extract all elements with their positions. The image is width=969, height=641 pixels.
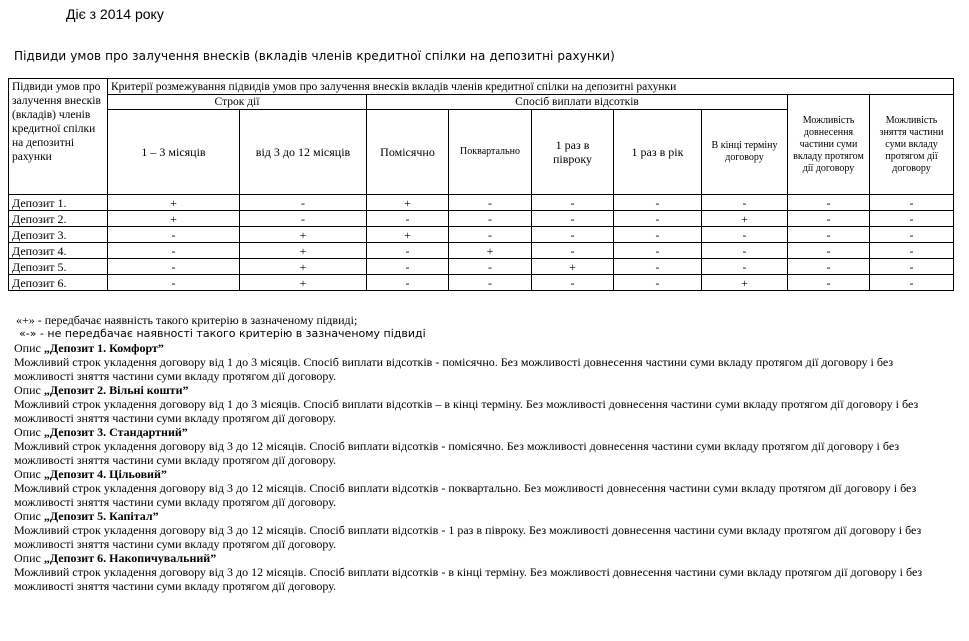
- table-cell: -: [870, 211, 954, 227]
- column-header: 1 раз в півроку: [532, 110, 614, 195]
- table-cell: -: [532, 275, 614, 291]
- table-cell: -: [449, 195, 532, 211]
- table-cell: +: [702, 211, 788, 227]
- table-cell: -: [367, 211, 449, 227]
- legend-plus: «+» - передбачає наявність такого критерію в зазначеному підвиді;: [16, 313, 358, 327]
- column-header: Помісячно: [367, 110, 449, 195]
- page-heading: Підвиди умов про залучення внесків (вкладів членів кредитної спілки на депозитні рахунки): [14, 49, 615, 63]
- column-header: Можливість зняття частини суми вкладу протягом дії договору: [870, 95, 954, 195]
- description-title: [14, 467, 954, 481]
- table-cell: -: [367, 275, 449, 291]
- table-row: [9, 259, 954, 275]
- table-row: [9, 227, 954, 243]
- payment-group-header: Спосіб виплати відсотків: [367, 95, 788, 110]
- description-name: „Депозит 4. Цільовий”: [43, 467, 167, 481]
- description-title: [14, 551, 954, 565]
- table-cell: -: [870, 275, 954, 291]
- description-text: Можливий строк укладення договору від 1 до 3 місяців. Спосіб виплати відсотків - помісячно. Без можливості довнесення частини суми вкладу протягом дії договору і без можливості зняття частини суми вкладу протягом дії договору.: [14, 355, 894, 383]
- table-cell: +: [240, 275, 367, 291]
- table-cell: -: [870, 259, 954, 275]
- criteria-header: Критерії розмежування підвидів умов про залучення внесків вкладів членів кредитної спілки на депозитні рахунки: [108, 79, 954, 95]
- table-cell: -: [449, 227, 532, 243]
- description-title: [14, 425, 954, 439]
- table-cell: -: [367, 259, 449, 275]
- table-cell: -: [788, 259, 870, 275]
- description-title: [14, 509, 954, 523]
- column-header: 1 раз в рік: [614, 110, 702, 195]
- table-cell: -: [532, 211, 614, 227]
- table-cell: -: [449, 259, 532, 275]
- table-cell: -: [870, 195, 954, 211]
- description-prefix: Опис: [14, 509, 44, 523]
- row-name: Депозит 5.: [9, 259, 108, 275]
- table-cell: -: [108, 227, 240, 243]
- table-cell: -: [614, 259, 702, 275]
- table-cell: +: [108, 211, 240, 227]
- description-text: Можливий строк укладення договору від 1 до 3 місяців. Спосіб виплати відсотків – в кінці терміну. Без можливості довнесення частини суми вкладу протягом дії договору і без можливості зняття частини суми вкладу протягом дії договору.: [14, 397, 919, 425]
- table-cell: -: [702, 195, 788, 211]
- table-cell: -: [532, 195, 614, 211]
- table-cell: +: [367, 195, 449, 211]
- table-row: [9, 211, 954, 227]
- description-prefix: Опис: [14, 341, 44, 355]
- table-cell: -: [788, 275, 870, 291]
- table-cell: -: [532, 243, 614, 259]
- table-cell: -: [788, 243, 870, 259]
- description-prefix: Опис: [14, 383, 44, 397]
- description-text: Можливий строк укладення договору від 3 до 12 місяців. Спосіб виплати відсотків - помісячно. Без можливості довнесення частини суми вкладу протягом дії договору і без можливості зняття частини суми вкладу протягом дії договору.: [14, 439, 900, 467]
- description-prefix: Опис: [14, 425, 44, 439]
- description-text: Можливий строк укладення договору від 3 до 12 місяців. Спосіб виплати відсотків - в кінці терміну. Без можливості довнесення частини суми вкладу протягом дії договору і без можливості зняття частини суми вкладу протягом дії договору.: [14, 565, 923, 593]
- table-cell: +: [702, 275, 788, 291]
- table-row: [9, 243, 954, 259]
- column-header: В кінці терміну договору: [702, 110, 788, 195]
- column-header: Поквартально: [449, 110, 532, 195]
- description-text: Можливий строк укладення договору від 3 до 12 місяців. Спосіб виплати відсотків - 1 раз в півроку. Без можливості довнесення частини суми вкладу протягом дії договору і без можливості зняття частини суми вкладу протягом дії договору.: [14, 523, 922, 551]
- table-cell: +: [108, 195, 240, 211]
- table-cell: -: [108, 259, 240, 275]
- table-cell: +: [532, 259, 614, 275]
- table-cell: -: [449, 211, 532, 227]
- column-header: 1 – 3 місяців: [108, 110, 240, 195]
- description-title: [14, 341, 954, 355]
- notes-section: [14, 313, 954, 593]
- column-header: Можливість довнесення частини суми вкладу протягом дії договору: [788, 95, 870, 195]
- description-name: „Депозит 1. Комфорт”: [43, 341, 164, 355]
- table-cell: +: [449, 243, 532, 259]
- table-cell: +: [240, 259, 367, 275]
- table-row: [9, 195, 954, 211]
- table-cell: -: [702, 259, 788, 275]
- table-cell: -: [788, 195, 870, 211]
- table-cell: -: [702, 243, 788, 259]
- table-cell: -: [614, 211, 702, 227]
- table-cell: -: [240, 211, 367, 227]
- description-name: „Депозит 3. Стандартний”: [43, 425, 188, 439]
- deposit-criteria-table: [8, 78, 954, 291]
- legend-minus: «-» - не передбачає наявності такого критерію в зазначеному підвиді: [19, 327, 426, 340]
- description-name: „Депозит 6. Накопичувальний”: [43, 551, 217, 565]
- description-text: Можливий строк укладення договору від 3 до 12 місяців. Спосіб виплати відсотків - поквартально. Без можливості довнесення частини суми вкладу протягом дії договору і без можливості зняття частини суми вкладу протягом дії договору.: [14, 481, 917, 509]
- row-name: Депозит 4.: [9, 243, 108, 259]
- table-cell: -: [702, 227, 788, 243]
- table-cell: -: [240, 195, 367, 211]
- table-cell: +: [240, 243, 367, 259]
- table-cell: -: [614, 275, 702, 291]
- description-title: [14, 383, 954, 397]
- table-cell: -: [108, 275, 240, 291]
- table-cell: -: [870, 227, 954, 243]
- row-name: Депозит 3.: [9, 227, 108, 243]
- table-cell: -: [614, 227, 702, 243]
- effective-date-label: Діє з 2014 року: [66, 6, 164, 22]
- table-cell: -: [449, 275, 532, 291]
- row-name: Депозит 6.: [9, 275, 108, 291]
- table-cell: +: [240, 227, 367, 243]
- row-name: Депозит 1.: [9, 195, 108, 211]
- description-name: „Депозит 2. Вільні кошти”: [43, 383, 189, 397]
- table-cell: -: [532, 227, 614, 243]
- table-cell: -: [367, 243, 449, 259]
- table-cell: -: [108, 243, 240, 259]
- table-row: [9, 275, 954, 291]
- corner-header: Підвиди умов про залучення внесків (вкладів) членів кредитної спілки на депозитні рахунки: [9, 79, 108, 195]
- description-prefix: Опис: [14, 551, 44, 565]
- table-cell: -: [788, 227, 870, 243]
- table-cell: +: [367, 227, 449, 243]
- table-cell: -: [614, 243, 702, 259]
- table-cell: -: [870, 243, 954, 259]
- term-group-header: Строк дії: [108, 95, 367, 110]
- table-cell: -: [788, 211, 870, 227]
- description-prefix: Опис: [14, 467, 44, 481]
- row-name: Депозит 2.: [9, 211, 108, 227]
- table-cell: -: [614, 195, 702, 211]
- column-header: від 3 до 12 місяців: [240, 110, 367, 195]
- description-name: „Депозит 5. Капітал”: [43, 509, 159, 523]
